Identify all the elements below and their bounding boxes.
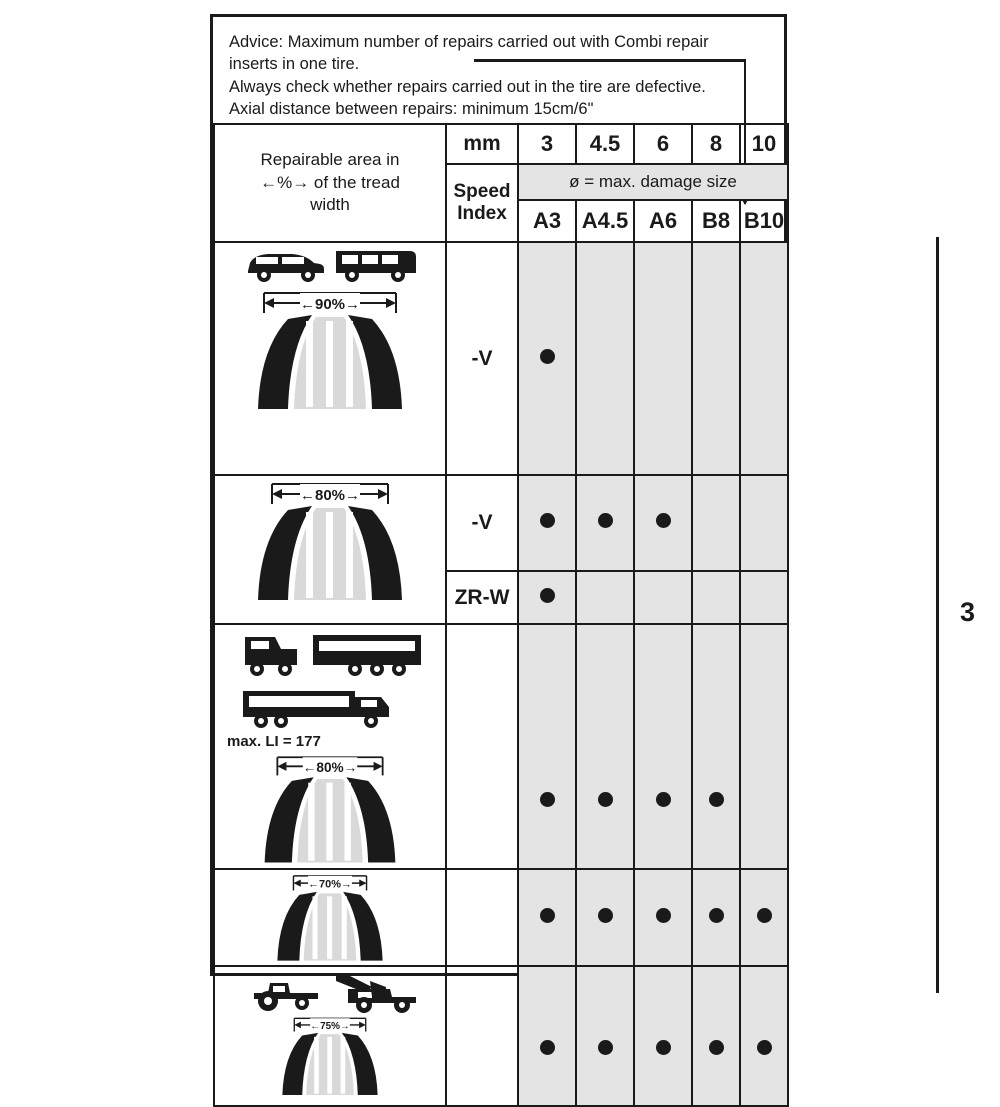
cell-2-0	[518, 571, 576, 624]
dot-icon	[540, 1040, 555, 1055]
right-column-divider	[936, 237, 939, 993]
row-car-80-picture	[214, 475, 446, 624]
cell-0-1	[576, 242, 634, 475]
speed-label-row-1: -V	[446, 475, 518, 571]
cell-0-2	[634, 242, 692, 475]
repairable-area-label	[214, 124, 446, 242]
table-row	[214, 869, 788, 966]
svg-text:←70%→: ←70%→	[308, 878, 352, 891]
cell-1-4	[740, 475, 788, 571]
car-and-van-icon	[240, 243, 420, 285]
tire-cross-section-80-icon	[250, 476, 410, 606]
row-truck-80-picture	[214, 624, 446, 869]
rigid-truck-icon	[235, 685, 425, 733]
dot-icon	[598, 1040, 613, 1055]
mm-value-4: 10	[740, 124, 788, 164]
speed-label-row-3	[446, 624, 518, 869]
cell-1-2	[634, 475, 692, 571]
mm-value-3: 8	[692, 124, 740, 164]
tire-cross-section-70-icon	[250, 870, 410, 965]
cell-1-0	[518, 475, 576, 571]
speed-index-label	[446, 164, 518, 242]
mm-value-2: 6	[634, 124, 692, 164]
dot-icon	[709, 792, 724, 807]
cell-5-2	[634, 966, 692, 1106]
dot-icon	[540, 513, 555, 528]
dot-icon	[598, 513, 613, 528]
mm-value-1: 4.5	[576, 124, 634, 164]
speed-label-row-4	[446, 869, 518, 966]
dot-icon	[656, 513, 671, 528]
cell-4-4	[740, 869, 788, 966]
row-truck-70-picture	[214, 869, 446, 966]
dot-icon	[540, 792, 555, 807]
dot-icon	[540, 908, 555, 923]
advice-line-4: Axial distance between repairs: minimum 15cm/6"	[229, 99, 594, 118]
svg-text:←90%→: ←90%→	[299, 296, 361, 313]
index-value-0: A3	[518, 200, 576, 242]
cell-5-4	[740, 966, 788, 1106]
dot-icon	[540, 349, 555, 364]
dot-icon	[709, 1040, 724, 1055]
dot-icon	[656, 792, 671, 807]
cell-2-4	[740, 571, 788, 624]
max-repairs-value: 3	[960, 597, 976, 627]
index-value-3: B8	[692, 200, 740, 242]
tire-cross-section-truck-80-icon	[250, 750, 410, 868]
cell-4-2	[634, 869, 692, 966]
truck-icons	[235, 625, 425, 685]
header-row-mm	[214, 124, 788, 164]
tire-cross-section-75-icon	[250, 1013, 410, 1099]
speed-index-line-2: Index	[457, 203, 507, 224]
svg-text:←75%→: ←75%→	[310, 1020, 350, 1032]
cell-2-1	[576, 571, 634, 624]
diameter-note: ø = max. damage size	[518, 164, 788, 200]
cell-5-3	[692, 966, 740, 1106]
advice-block	[213, 17, 784, 128]
repairable-area-line-3: width	[310, 195, 350, 215]
table-row	[214, 966, 788, 1106]
cell-0-3	[692, 242, 740, 475]
cell-5-0	[518, 966, 576, 1106]
cell-1-3	[692, 475, 740, 571]
cell-0-4	[740, 242, 788, 475]
cell-4-3	[692, 869, 740, 966]
repair-chart	[210, 14, 976, 1032]
dot-icon	[656, 908, 671, 923]
cell-3-0	[518, 624, 576, 869]
cell-2-3	[692, 571, 740, 624]
cell-4-1	[576, 869, 634, 966]
speed-label-row-2: ZR-W	[446, 571, 518, 624]
row-car-90-picture	[214, 242, 446, 475]
mm-value-0: 3	[518, 124, 576, 164]
speed-label-row-5	[446, 966, 518, 1106]
repairable-area-line-2: ←%→ of the tread	[260, 172, 400, 192]
cell-3-1	[576, 624, 634, 869]
advice-line-1: Advice: Maximum number of repairs carried out with Combi repair	[229, 33, 709, 51]
cell-2-2	[634, 571, 692, 624]
index-value-4: B10	[740, 200, 788, 242]
cell-3-2	[634, 624, 692, 869]
table-row	[214, 242, 788, 475]
cell-3-4	[740, 624, 788, 869]
repair-table	[213, 123, 785, 1032]
dot-icon	[598, 792, 613, 807]
cell-0-0	[518, 242, 576, 475]
cell-5-1	[576, 966, 634, 1106]
tire-cross-section-90-icon	[250, 285, 410, 415]
svg-text:←80%→: ←80%→	[302, 759, 358, 775]
dot-icon	[709, 908, 724, 923]
advice-line-2: inserts in one tire.	[229, 55, 360, 74]
cell-3-3	[692, 624, 740, 869]
mm-header-label: mm	[446, 124, 518, 164]
index-value-1: A4.5	[576, 200, 634, 242]
dot-icon	[656, 1040, 671, 1055]
dot-icon	[757, 908, 772, 923]
max-li-label: max. LI = 177	[227, 733, 321, 750]
table-row	[214, 475, 788, 571]
cell-4-0	[518, 869, 576, 966]
dot-icon	[598, 908, 613, 923]
advice-line-3: Always check whether repairs carried out in the tire are defective.	[229, 77, 706, 96]
speed-index-line-1: Speed	[453, 181, 511, 203]
tractor-icons	[240, 967, 420, 1013]
repairable-area-line-1: Repairable area in	[260, 149, 400, 169]
dot-icon	[757, 1040, 772, 1055]
table-row	[214, 624, 788, 869]
index-value-2: A6	[634, 200, 692, 242]
cell-1-1	[576, 475, 634, 571]
svg-text:←80%→: ←80%→	[299, 487, 361, 504]
dot-icon	[540, 588, 555, 603]
speed-label-row-0: -V	[446, 242, 518, 475]
row-tractor-75-picture	[214, 966, 446, 1106]
